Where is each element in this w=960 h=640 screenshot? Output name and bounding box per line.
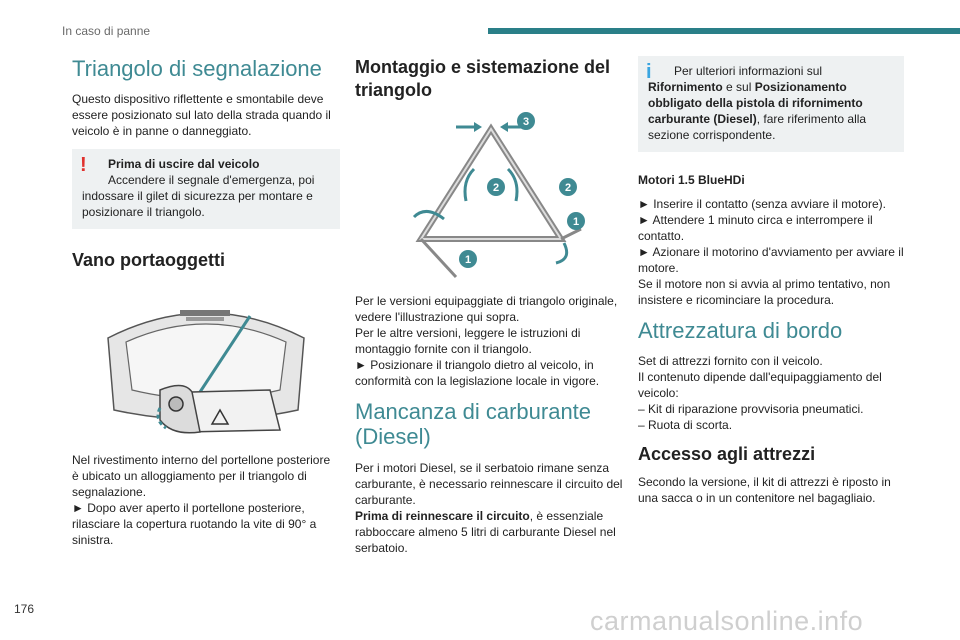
page-number: 176 [14, 602, 35, 616]
running-header: In caso di panne [62, 24, 151, 38]
heading-assembly: Montaggio e sistemazione del triangolo [355, 57, 611, 100]
badge-2-left: 2 [492, 182, 500, 194]
warning-title: Prima di uscire dal veicolo [108, 157, 260, 172]
info-bold-1: Rifornimento [648, 80, 723, 94]
badge-3: 3 [522, 116, 530, 128]
storage-text-1: Nel rivestimento interno del portellone posteriore è ubicato un alloggiamento per il triangolo di segnalazione. [72, 452, 331, 499]
fuel-text-2-bold: Prima di reinnescare il circuito [355, 508, 530, 523]
info-icon: i [646, 61, 652, 83]
triangle-text: Questo dispositivo riflettente e smontabile deve essere posizionato sul lato della strada quando il veicolo è in panne o danneggiato. [72, 92, 331, 139]
info-text [648, 80, 866, 142]
column-1 [72, 56, 340, 548]
warning-box [72, 149, 340, 229]
access-text: Secondo la versione, il kit di attrezzi è riposto in una sacca o in un contenitore nel bagagliaio. [638, 474, 891, 505]
storage-text-2: ► Dopo aver aperto il portellone posteriore, rilasciare la copertura ruotando la vite di 90° a sinistra. [72, 500, 317, 547]
fuel-text-2-rest: , è essenziale rabboccare almeno 5 litri di carburante Diesel nel serbatoio. [355, 508, 616, 555]
column-2 [355, 56, 627, 556]
badge-1-left: 1 [464, 254, 472, 266]
warning-rest: indossare il gilet di sicurezza per montare e posizionare il triangolo. [82, 189, 313, 220]
info-box [638, 56, 904, 152]
info-text-2: , fare riferimento alla sezione corrispondente. [648, 112, 867, 142]
triangle-assembly-illustration [396, 109, 586, 281]
heading-tools: Attrezzatura di bordo [638, 318, 843, 343]
warning-first-line: Accendere il segnale d'emergenza, poi [108, 173, 315, 188]
tools-item-1: – Kit di riparazione provvisoria pneumatici. [638, 402, 864, 417]
engines-step-3: ► Azionare il motorino d'avviamento per avviare il motore. [638, 245, 904, 275]
assembly-text-2: Per le altre versioni, leggere le istruzioni di montaggio fornite con il triangolo. [355, 326, 581, 356]
fuel-text-2 [355, 508, 627, 556]
tools-text-2: Il contenuto dipende dall'equipaggiamento del veicolo: [638, 370, 882, 401]
tailgate-illustration [100, 280, 312, 440]
info-first-line: Per ulteriori informazioni sul [674, 64, 823, 78]
heading-storage: Vano portaoggetti [72, 250, 225, 271]
heading-access: Accesso agli attrezzi [638, 444, 816, 465]
watermark: carmanualsonline.info [590, 606, 864, 636]
info-bold-2: Posizionamento obbligato della pistola di rifornimento carburante (Diesel) [648, 80, 863, 126]
assembly-text-1: Per le versioni equipaggiate di triangolo originale, vedere l'illustrazione qui sopra. [355, 294, 618, 324]
badge-2-right: 2 [564, 182, 572, 194]
heading-fuel: Mancanza di carburante (Diesel) [355, 399, 592, 450]
column-3 [638, 56, 904, 506]
tools-item-2: – Ruota di scorta. [638, 418, 733, 433]
heading-engines: Motori 1.5 BlueHDi [638, 173, 745, 187]
info-text-1: e sul [722, 80, 755, 94]
tools-text-1: Set di attrezzi fornito con il veicolo. [638, 354, 823, 369]
warning-icon: ! [80, 154, 87, 177]
engines-note: Se il motore non si avvia al primo tentativo, non insistere e ricominciare la procedura. [638, 277, 891, 307]
heading-triangle: Triangolo di segnalazione [72, 56, 322, 81]
assembly-text-3: ► Posizionare il triangolo dietro al veicolo, in conformità con la legislazione locale in vigore. [355, 358, 600, 388]
engines-step-2: ► Attendere 1 minuto circa e interrompere il contatto. [638, 213, 873, 243]
badge-1-right: 1 [572, 216, 580, 228]
fuel-text-1: Per i motori Diesel, se il serbatoio rimane senza carburante, è necessario reinnescare il circuito del carburante. [355, 460, 623, 507]
engines-step-1: ► Inserire il contatto (senza avviare il motore). [638, 197, 886, 211]
header-accent-bar [488, 28, 960, 34]
